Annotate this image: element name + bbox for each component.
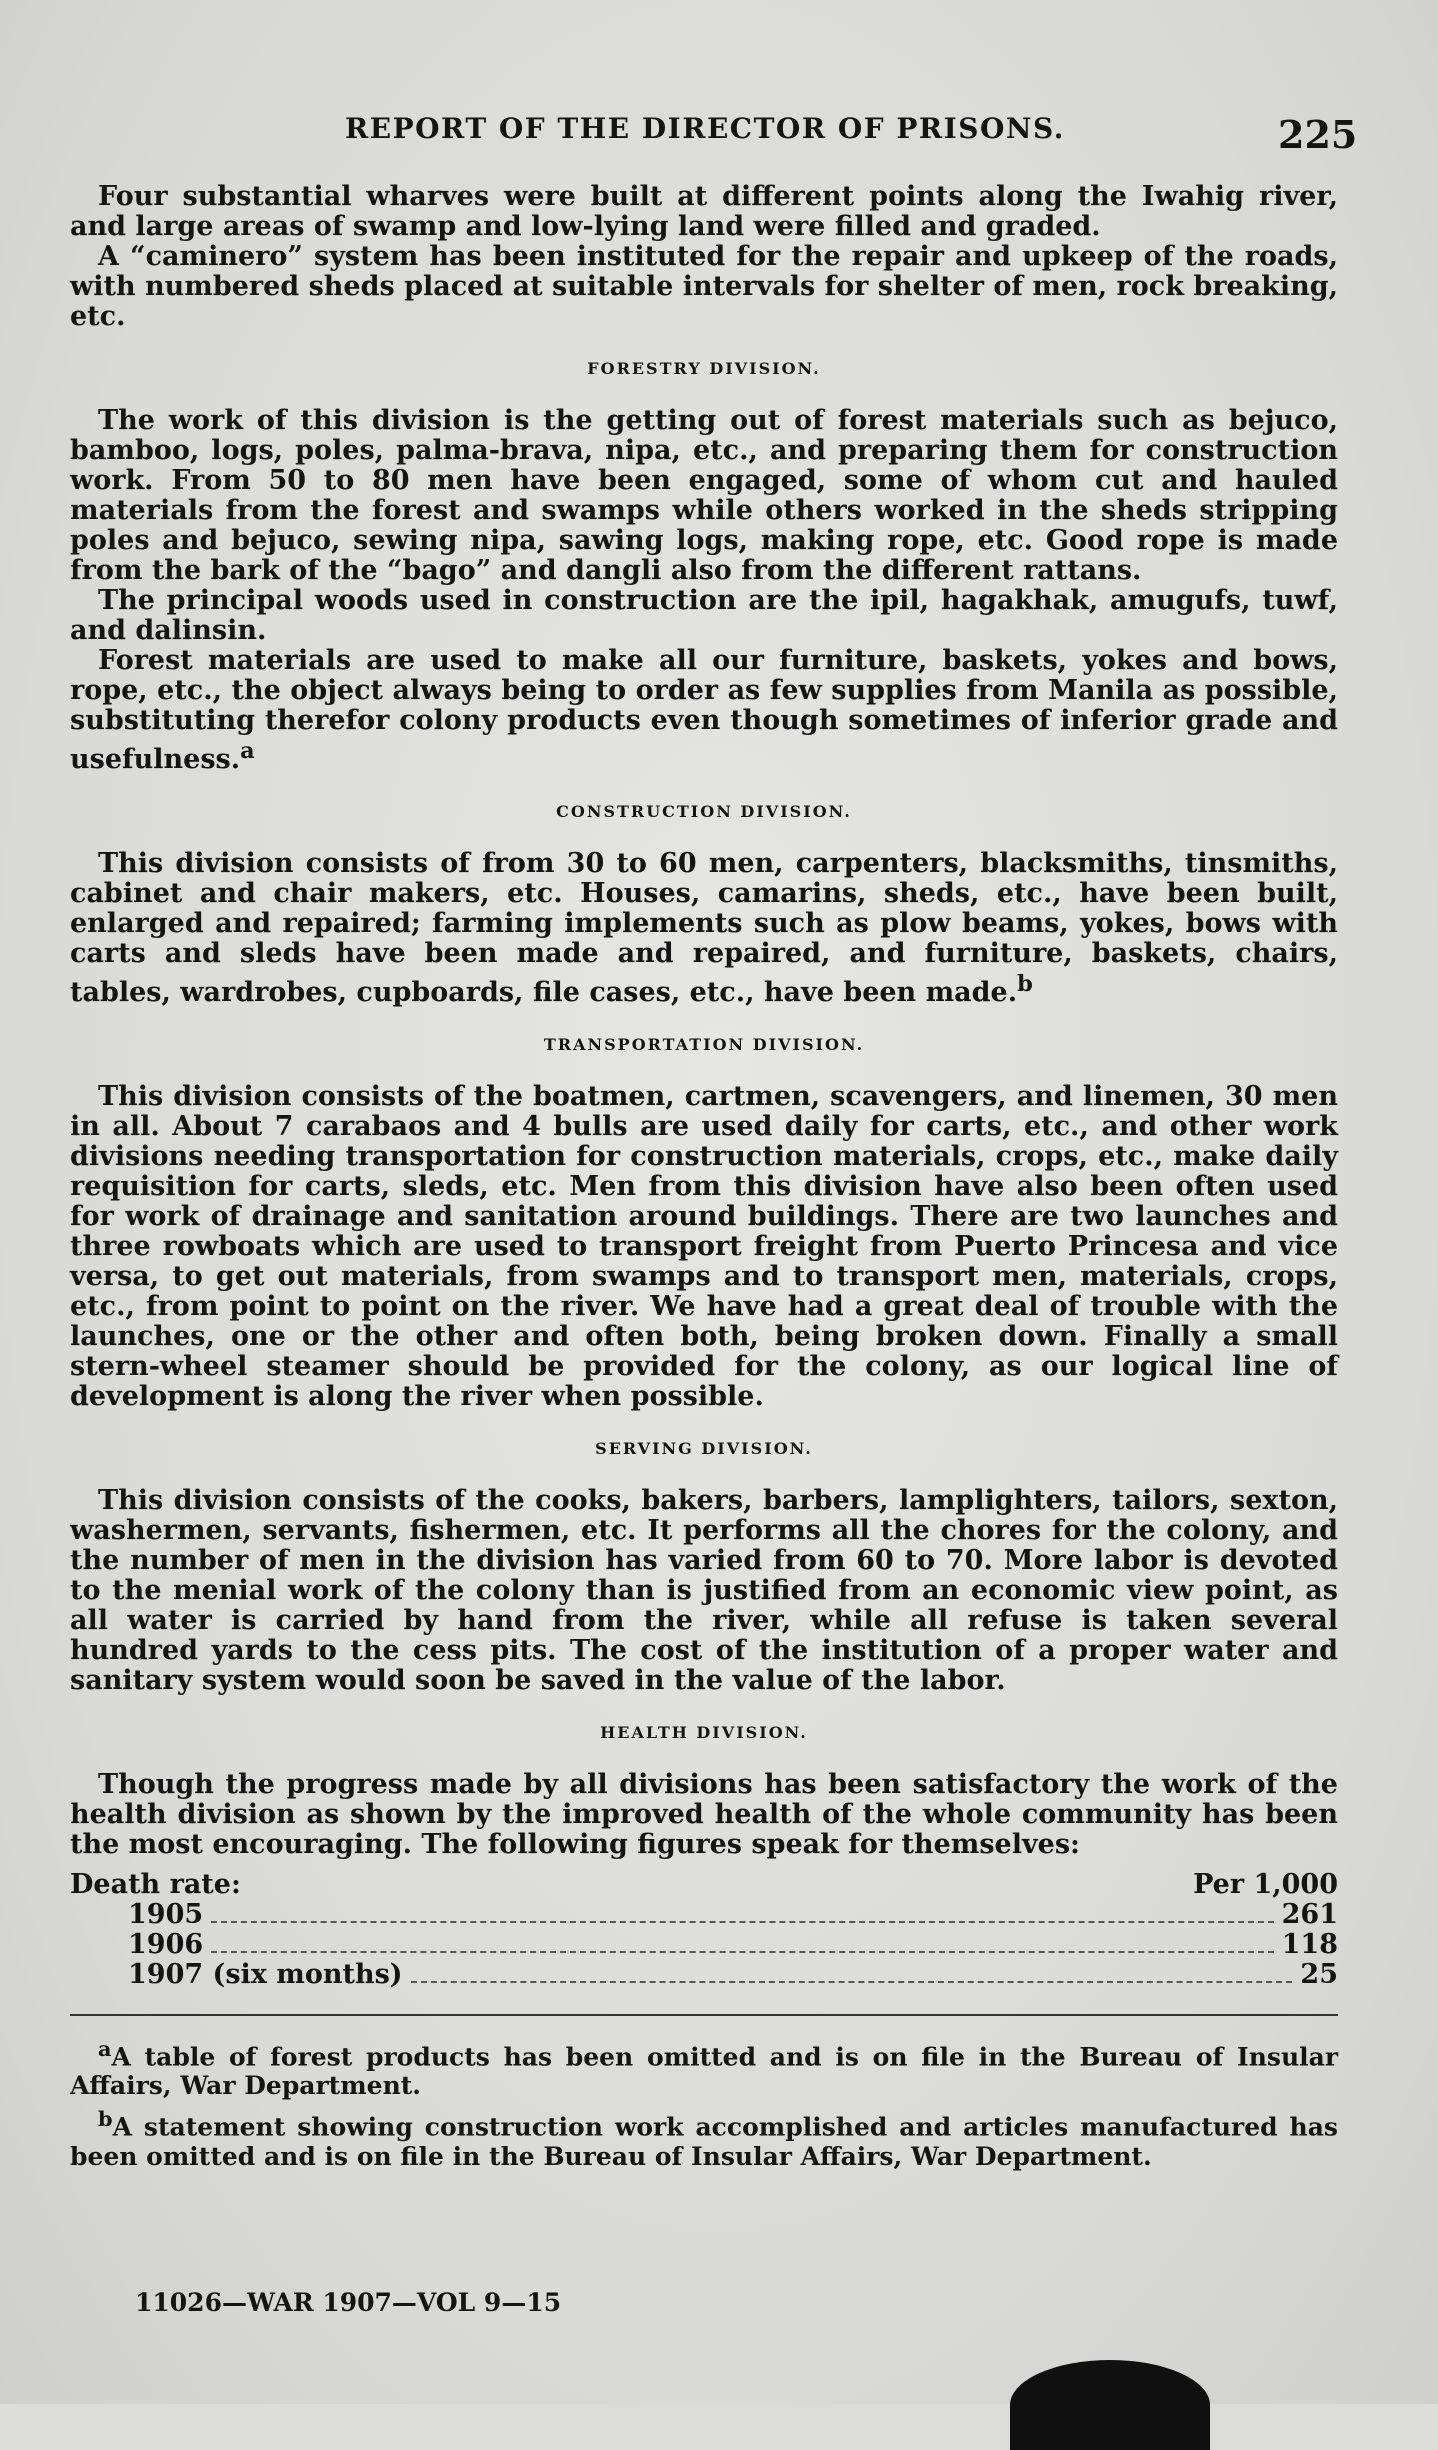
intro-paragraph-2: A “caminero” system has been instituted for the repair and upkeep of the roads, with numbered sheds placed at suitable intervals for shelter of men, rock breaking, etc. [70, 241, 1338, 332]
leader-dots [211, 1921, 1273, 1923]
row-year: 1905 [128, 1899, 204, 1930]
row-year: 1906 [128, 1929, 204, 1960]
footnote-b-text: A statement showing construction work accomplished and articles manufactured has been omitted and is on file in the Bureau of Insular Affairs, War Department. [70, 2112, 1338, 2171]
death-rate-header [70, 1870, 1338, 1900]
forestry-paragraph-3-text: Forest materials are used to make all our furniture, baskets, yokes and bows, rope, etc., the object always being to order as few supplies from Manila as possible, substituting therefor colony products even though sometimes of inferior grade and usefulness. [70, 645, 1338, 775]
row-value: 261 [1281, 1899, 1338, 1930]
footnote-b [70, 2104, 1338, 2170]
serving-paragraph: This division consists of the cooks, bakers, barbers, lamplighters, tailors, sexton, washermen, servants, fishermen, etc. It performs all the chores for the colony, and the number of men in the division has varied from 60 to 70. More labor is devoted to the menial work of the colony than is justified from an economic view point, as all water is carried by hand from the river, while all refuse is taken several hundred yards to the cess pits. The cost of the institution of a proper water and sanitary system would soon be saved in the value of the labor. [70, 1485, 1338, 1696]
footnote-a-text: A table of forest products has been omitted and is on file in the Bureau of Insular Affairs, War Department. [70, 2042, 1338, 2101]
forestry-section-title: FORESTRY DIVISION. [587, 359, 821, 378]
health-paragraph: Though the progress made by all divisions has been satisfactory the work of the health division as shown by the improved health of the whole community has been the most encouraging. The following figures speak for themselves: [70, 1769, 1338, 1860]
footnote-b-mark: b [98, 2106, 113, 2132]
leader-dots [211, 1951, 1273, 1953]
transportation-paragraph: This division consists of the boatmen, cartmen, scavengers, and linemen, 30 men in all. About 7 carabaos and 4 bulls are used daily for carts, etc., and other work divisions needing transportation for construction materials, crops, etc., make daily requisition for carts, sleds, etc. Men from this division have also been often used for work of drainage and sanitation around buildings. There are two launches and three rowboats which are used to transport freight from Puerto Princesa and vice versa, to get out materials, from swamps and to transport men, materials, crops, etc., from point to point on the river. We have had a great deal of trouble with the launches, one or the other and often both, being broken down. Finally a small stern-wheel steamer should be provided for the colony, as our logical line of development is along the river when possible. [70, 1081, 1338, 1412]
page-header-title: REPORT OF THE DIRECTOR OF PRISONS. [345, 112, 1065, 145]
intro-paragraph-1: Four substantial wharves were built at different points along the Iwahig river, and large areas of swamp and low-lying land were filled and graded. [70, 181, 1338, 242]
footnotes [70, 2034, 1338, 2171]
construction-paragraph [70, 849, 1338, 1008]
serving-section-title: SERVING DIVISION. [595, 1439, 813, 1458]
construction-section-title: CONSTRUCTION DIVISION. [556, 802, 852, 821]
leader-dots [411, 1981, 1293, 1983]
footnote-a [70, 2034, 1338, 2100]
forestry-paragraph-1: The work of this division is the getting out of forest materials such as bejuco, bamboo, logs, poles, palma-brava, nipa, etc., and preparing them for construction work. From 50 to 80 men have been engaged, some of whom cut and hauled materials from the forest and swamps while others worked in the sheds stripping poles and bejuco, sewing nipa, sawing logs, making rope, etc. Good rope is made from the bark of the “bago” and dangli also from the different rattans. [70, 405, 1338, 586]
page-number: 225 [1278, 112, 1358, 157]
death-rate-unit: Per 1,000 [1193, 1869, 1338, 1900]
table-row [70, 1960, 1338, 1990]
table-row [70, 1930, 1338, 1960]
death-rate-label: Death rate: [70, 1869, 241, 1900]
page-body [70, 182, 1338, 2175]
footnote-divider [70, 2014, 1338, 2016]
table-row [70, 1900, 1338, 1930]
construction-paragraph-text: This division consists of from 30 to 60 men, carpenters, blacksmiths, tinsmiths, cabinet and chair makers, etc. Houses, camarins, sheds, etc., have been built, enlarged and repaired; farming implements such as plow beams, yokes, bows with carts and sleds have been made and repaired, and furniture, baskets, chairs, tables, wardrobes, cupboards, file cases, etc., have been made. [70, 848, 1338, 1008]
scan-blot [1010, 2360, 1210, 2450]
row-year: 1907 (six months) [128, 1959, 403, 1990]
print-signature: 11026—WAR 1907—VOL 9—15 [135, 2288, 562, 2317]
footnote-a-mark: a [98, 2036, 112, 2061]
forestry-paragraph-3 [70, 646, 1338, 775]
forestry-paragraph-2: The principal woods used in construction are the ipil, hagakhak, amugufs, tuwf, and dalinsin. [70, 585, 1338, 646]
transportation-section-title: TRANSPORTATION DIVISION. [543, 1035, 865, 1054]
row-value: 118 [1281, 1929, 1338, 1960]
health-section-title: HEALTH DIVISION. [600, 1723, 808, 1742]
footnote-ref-a: a [240, 738, 255, 764]
death-rate-table [70, 1870, 1338, 1990]
row-value: 25 [1300, 1959, 1338, 1990]
footnote-ref-b: b [1017, 971, 1033, 997]
